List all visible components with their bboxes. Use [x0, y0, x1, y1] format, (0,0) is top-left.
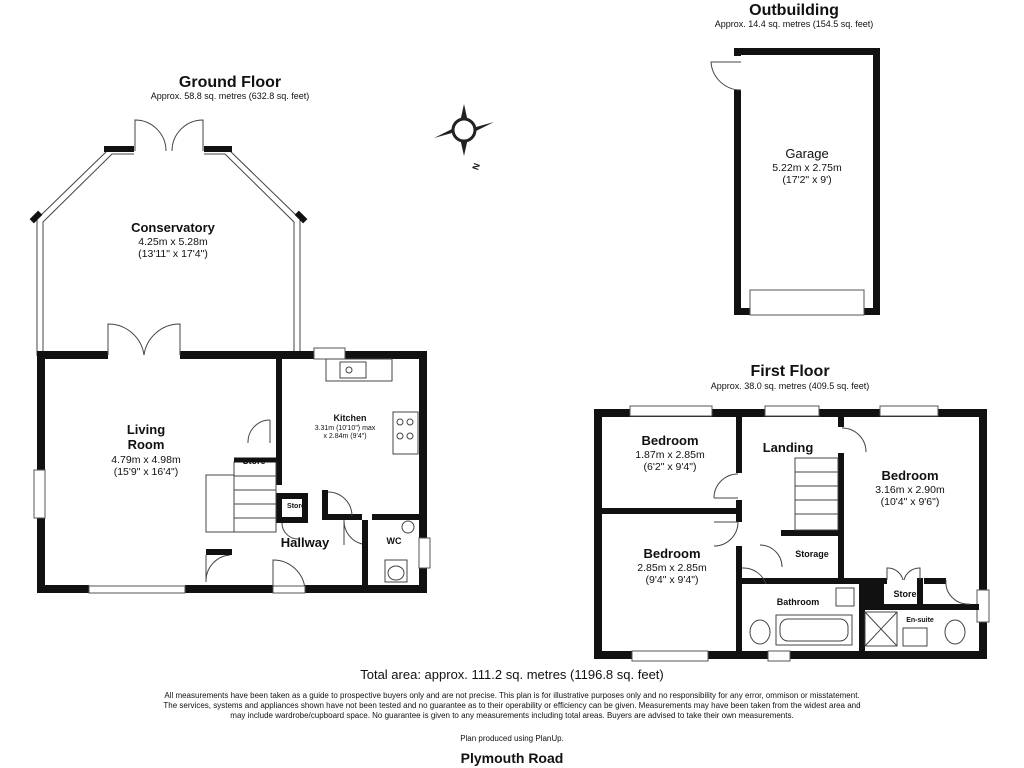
- bedroom-2-metric: 2.85m x 2.85m: [637, 562, 707, 574]
- outbuilding-area: Approx. 14.4 sq. metres (154.5 sq. feet): [714, 19, 874, 29]
- living-room-label-2: Room: [127, 437, 165, 452]
- store-first-label: Store: [893, 589, 917, 599]
- living-room-metric: 4.79m x 4.98m: [111, 454, 181, 466]
- kitchen-label: Kitchen: [333, 413, 367, 423]
- wc-basin-icon: [402, 521, 414, 533]
- bedroom-3-imperial: (10'4" x 9'6"): [880, 496, 940, 508]
- hallway-label: Hallway: [280, 535, 330, 550]
- bathroom-fittings: [750, 584, 965, 646]
- store-small-label: Store: [287, 503, 305, 510]
- conservatory-imperial: (13'11" x 17'4"): [138, 248, 208, 260]
- bathroom-toilet-icon: [750, 620, 770, 644]
- ensuite-basin-icon: [903, 628, 927, 646]
- kitchen-metric: 3.31m (10'10") max: [314, 425, 376, 432]
- outbuilding-title: Outbuilding: [749, 2, 839, 19]
- en-suite-label: En-suite: [906, 617, 934, 624]
- planned-by: Plan produced using PlanUp.: [460, 734, 564, 743]
- wc-label: WC: [386, 536, 402, 546]
- kitchen-imperial: x 2.84m (9'4"): [323, 433, 367, 440]
- bathroom-basin-icon: [836, 588, 854, 606]
- first-floor-section: [594, 363, 989, 661]
- ensuite-toilet-icon: [945, 620, 965, 644]
- landing-label: Landing: [762, 440, 814, 455]
- garage-label: Garage: [785, 146, 829, 161]
- garage-metric: 5.22m x 2.75m: [772, 162, 842, 174]
- conservatory-metric: 4.25m x 5.28m: [138, 236, 208, 248]
- bedroom-3-label: Bedroom: [881, 468, 939, 483]
- compass-label: N: [470, 161, 482, 172]
- conservatory: [30, 120, 308, 356]
- ground-floor-area: Approx. 58.8 sq. metres (632.8 sq. feet): [150, 91, 310, 101]
- bedroom-2-label: Bedroom: [643, 546, 701, 561]
- conservatory-label: Conservatory: [131, 220, 215, 235]
- store-ground-label: Store: [242, 456, 266, 466]
- first-floor-title: First Floor: [750, 363, 830, 380]
- bedroom-1-label: Bedroom: [641, 433, 699, 448]
- bedroom-2-imperial: (9'4" x 9'4"): [645, 574, 699, 586]
- disclaimer: All measurements have been taken as a guide to prospective buyers only and are not precise. This plan is for illustrative purposes only and no responsibility for any error, ommison or misstatement. The services, systems and appliances shown have not been tested and no guarantee as to their operability or efficiency can be given. Measurements may have been taken from the widest area and may include wardrobe/cupboard space. No guarantee is given to any measurements including total areas. Buyers are advised to take their own measurements.: [163, 691, 861, 720]
- bedroom-3-metric: 3.16m x 2.90m: [875, 484, 945, 496]
- kitchen-fittings: [326, 359, 418, 582]
- total-area: Total area: approx. 111.2 sq. metres (1196.8 sq. feet): [360, 667, 664, 682]
- ground-floor-title: Ground Floor: [178, 74, 282, 91]
- ground-floor-section: [30, 74, 430, 593]
- garage-door: [750, 290, 864, 315]
- living-room-imperial: (15'9" x 16'4"): [113, 466, 179, 478]
- bedroom-1-metric: 1.87m x 2.85m: [635, 449, 705, 461]
- ground-stairs: [206, 420, 276, 532]
- bathroom-label: Bathroom: [776, 597, 820, 607]
- garage-imperial: (17'2" x 9'): [782, 174, 832, 186]
- bedroom-1-imperial: (6'2" x 9'4"): [643, 461, 697, 473]
- storage-label: Storage: [795, 549, 829, 559]
- garage: [711, 48, 880, 315]
- outbuilding-section: [711, 2, 880, 315]
- address: Plymouth Road: [460, 750, 564, 766]
- first-stairs: [795, 458, 838, 530]
- living-room-label-1: Living: [126, 422, 166, 437]
- first-floor-area: Approx. 38.0 sq. metres (409.5 sq. feet): [710, 381, 870, 391]
- compass-icon: [434, 104, 494, 171]
- ground-floor-walls: [34, 324, 430, 593]
